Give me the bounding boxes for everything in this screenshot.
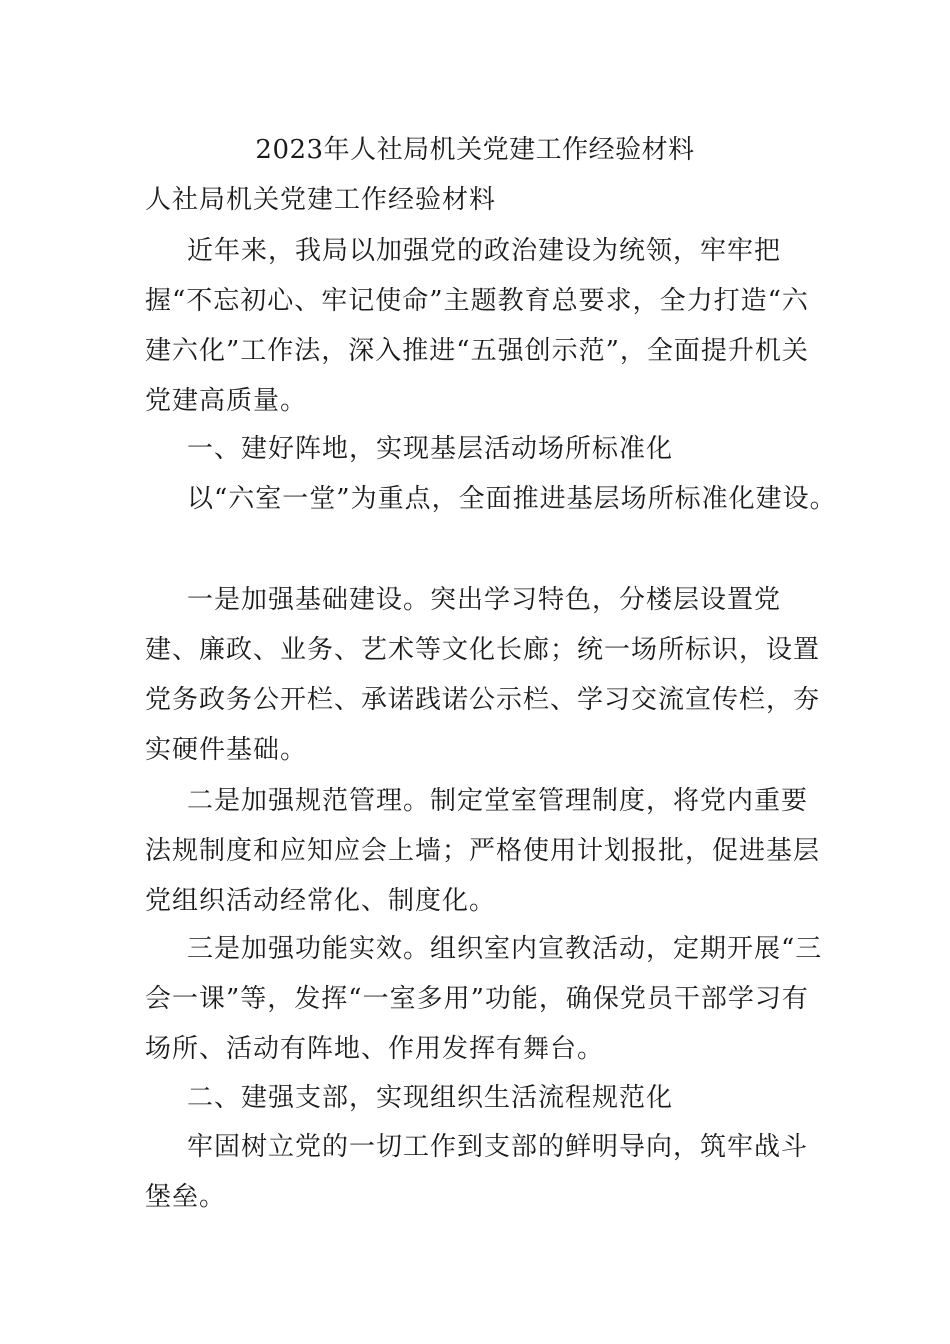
section1-heading: 一、建好阵地，实现基层活动场所标准化 [187, 434, 674, 464]
section1-lead: 以“六室一堂”为重点，全面推进基层场所标准化建设。 [187, 484, 837, 514]
section1-paragraph-2: 二是加强规范管理。制定堂室管理制度，将党内重要法规制度和应知应会上墙；严格使用计划报批，促进基层党组织活动经常化、制度化。 [145, 786, 821, 916]
section1-paragraph-3: 三是加强功能实效。组织室内宣教活动，定期开展“三会一课”等，发挥“一室多用”功能，确保党员干部学习有场所、活动有阵地、作用发挥有舞台。 [145, 934, 823, 1064]
document-subtitle: 人社局机关党建工作经验材料 [145, 185, 497, 215]
section1-paragraph-1: 一是加强基础建设。突出学习特色，分楼层设置党建、廉政、业务、艺术等文化长廊；统一场所标识，设置党务政务公开栏、承诺践诺公示栏、学习交流宣传栏，夯实硬件基础。 [145, 585, 821, 765]
document-title: 2023年人社局机关党建工作经验材料 [255, 135, 695, 165]
intro-paragraph: 近年来，我局以加强党的政治建设为统领，牢牢把握“不忘初心、牢记使命”主题教育总要求，全力打造“六建六化”工作法，深入推进“五强创示范”，全面提升机关党建高质量。 [145, 236, 809, 416]
section2-lead: 牢固树立党的一切工作到支部的鲜明导向，筑牢战斗堡垒。 [145, 1132, 809, 1212]
section2-heading: 二、建强支部，实现组织生活流程规范化 [187, 1083, 674, 1113]
